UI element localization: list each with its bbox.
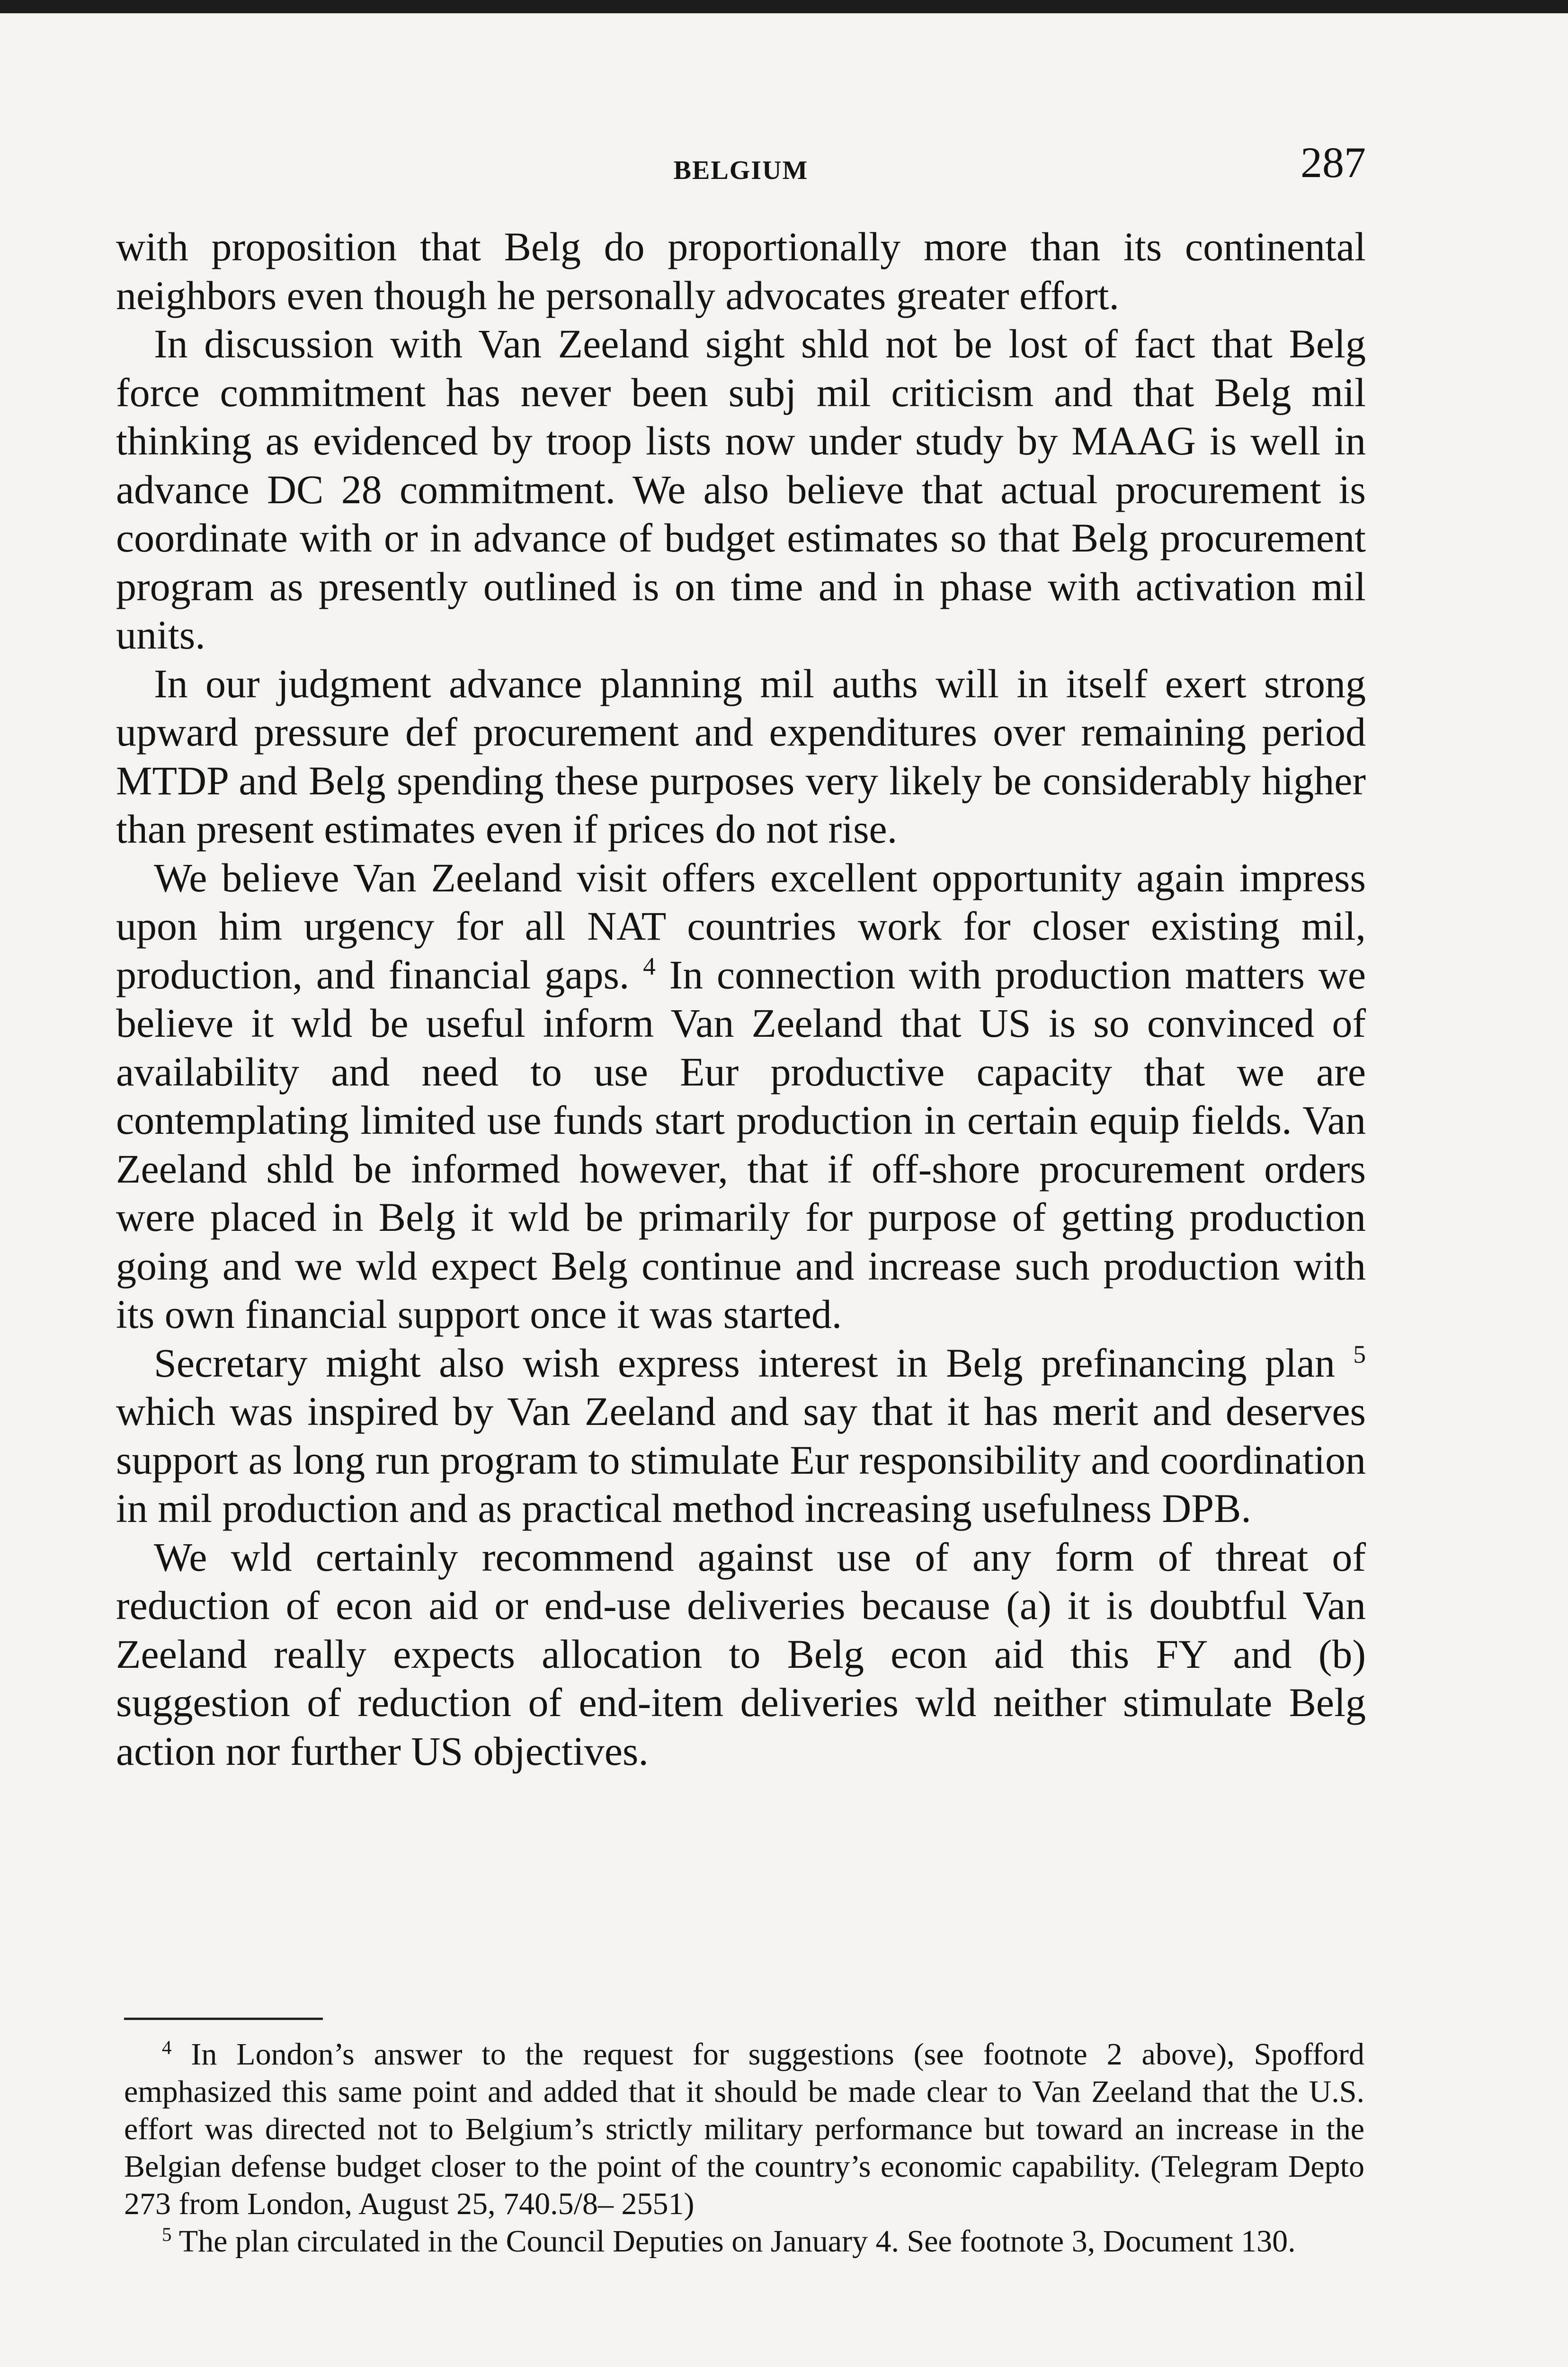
paragraph-2: In discussion with Van Zeeland sight shld not be lost of fact that Belg force commitment has never been subj mil criticism and that Belg mil thinking as evidenced by troop lists now under study by MAAG is well in advance DC 28 commitment. We also believe that actual procurement is coordinate with or in advance of budget estimates so that Belg procurement program as presently outlined is on time and in phase with activation mil units. (116, 321, 1366, 658)
paragraph-6: We wld certainly recommend against use of any form of threat of reduction of econ aid or end-use deliveries because (a) it is doubtful Van Zeeland really expects allocation to Belg econ aid this FY and (b) suggestion of reduction of end-item deliveries wld neither stimulate Belg action nor further US objectives. (116, 1534, 1366, 1774)
footnote-ref-4: 4 (643, 952, 656, 980)
footnotes (124, 2036, 1364, 2260)
running-head: BELGIUM (673, 156, 809, 185)
footnote-5-text: The plan circulated in the Council Deputies on January 4. See footnote 3, Document 130. (171, 2224, 1296, 2259)
page-header (116, 137, 1366, 194)
footnote-4-text: In London’s answer to the request for suggestions (see footnote 2 above), Spofford emphasized this same point and added that it should be made clear to Van Zeeland that the U.S. effort was directed not to Belgium’s strictly military performance but toward an increase in the Belgian defense budget closer to the point of the country’s economic capability. (Telegram Depto 273 from London, August 25, 740.5/8– 2551) (124, 2037, 1364, 2221)
footnote-divider (124, 2018, 323, 2020)
paragraph-4-part-b: In connection with production matters we believe it wld be useful inform Van Zeeland that US is so convinced of availability and need to use Eur productive capacity that we are contemplating limited use funds start production in certain equip fields. Van Zeeland shld be informed however, that if off-shore procurement orders were placed in Belg it wld be primarily for purpose of getting production going and we wld expect Belg continue and increase such production with its own financial support once it was started. (116, 952, 1366, 1337)
paragraph-4 (116, 854, 1366, 1339)
footnote-4 (124, 2036, 1364, 2223)
paragraph-5-part-b: which was inspired by Van Zeeland and say that it has merit and deserves support as long run program to stimulate Eur responsibility and coordination in mil production and as practical method increasing usefulness DPB. (116, 1388, 1366, 1531)
page-number: 287 (1301, 138, 1366, 187)
footnote-5 (124, 2223, 1364, 2260)
paragraph-1: with proposition that Belg do proportionally more than its continental neighbors even though he personally advocates greater effort. (116, 224, 1366, 318)
top-edge-rule (0, 0, 1568, 13)
paragraph-4-part-a: We believe Van Zeeland visit offers excellent opportunity again impress upon him urgency for all NAT countries work for closer existing mil, production, and financial gaps. (116, 854, 1366, 997)
footnote-4-marker: 4 (162, 2037, 172, 2058)
footnote-5-marker: 5 (162, 2224, 172, 2245)
paragraph-3: In our judgment advance planning mil auths will in itself exert strong upward pressure def procurement and expenditures over remaining period MTDP and Belg spending these purposes very likely be considerably higher than present estimates even if prices do not rise. (116, 660, 1366, 852)
paragraph-5 (116, 1339, 1366, 1533)
paragraph-5-part-a: Secretary might also wish express interest in Belg prefinancing plan (154, 1340, 1354, 1386)
footnote-ref-5: 5 (1353, 1340, 1366, 1369)
body-text (116, 222, 1366, 1775)
